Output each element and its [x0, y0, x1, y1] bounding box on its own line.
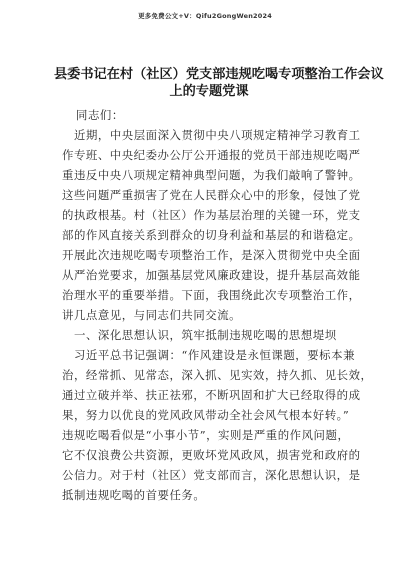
paragraph-line: 习近平总书记强调：“作风建设是永恒课题，要标本兼: [74, 348, 356, 362]
document-title-line-2: 上的专题党课: [169, 84, 249, 99]
section-heading: 一、深化思想认识，筑牢抵制违规吃喝的思想堤坝: [74, 328, 337, 342]
paragraph-line: 公信力。对于村（社区）党支部而言，深化思想认识，是: [62, 468, 361, 482]
paragraph-line: 开展此次违规吃喝专项整治工作，是深入贯彻党中央全面: [62, 248, 361, 262]
paragraph-line: 重违反中央八项规定精神典型问题，为我们敲响了警钟。: [62, 168, 361, 182]
paragraph-line: 讲几点意见，与同志们共同交流。: [62, 308, 242, 322]
paragraph-line: 通过立破并举、扶正祛邪，不断巩固和扩大已经取得的成: [62, 388, 361, 402]
paragraph-line: 治，经常抓、见常态，深入抓、见实效，持久抓、见长效，: [62, 368, 373, 382]
document-title-line-1: 县委书记在村（社区）党支部违规吃喝专项整治工作会议: [54, 67, 384, 82]
paragraph-line: 违规吃喝看似是“小事小节”，实则是严重的作风问题，: [62, 428, 350, 442]
header-note: 更多免费公文+V：Qifu2GongWen2024: [138, 12, 272, 20]
paragraph-line: 的执政根基。村（社区）作为基层治理的关键一环，党支: [62, 208, 361, 222]
paragraph-line: 近期，中央层面深入贯彻中央八项规定精神学习教育工: [74, 128, 361, 142]
paragraph-line: 这些问题严重损害了党在人民群众心中的形象，侵蚀了党: [62, 188, 361, 202]
paragraph-line: 果，努力以优良的党风政风带动全社会风气根本好转。”: [62, 408, 350, 422]
paragraph-line: 作专班、中央纪委办公厅公开通报的党员干部违规吃喝严: [62, 148, 361, 162]
paragraph-line: 治理水平的重要举措。下面，我围绕此次专项整治工作，: [62, 288, 361, 302]
paragraph-line: 它不仅浪费公共资源，更败坏党风政风，损害党和政府的: [62, 448, 361, 462]
salutation: 同志们：: [76, 108, 124, 122]
paragraph-line: 从严治党要求，加强基层党风廉政建设，提升基层高效能: [62, 268, 361, 282]
paragraph-line: 抵制违规吃喝的首要任务。: [62, 488, 206, 502]
paragraph-line: 部的作风直接关系到群众的切身利益和基层的和谐稳定。: [62, 228, 361, 242]
